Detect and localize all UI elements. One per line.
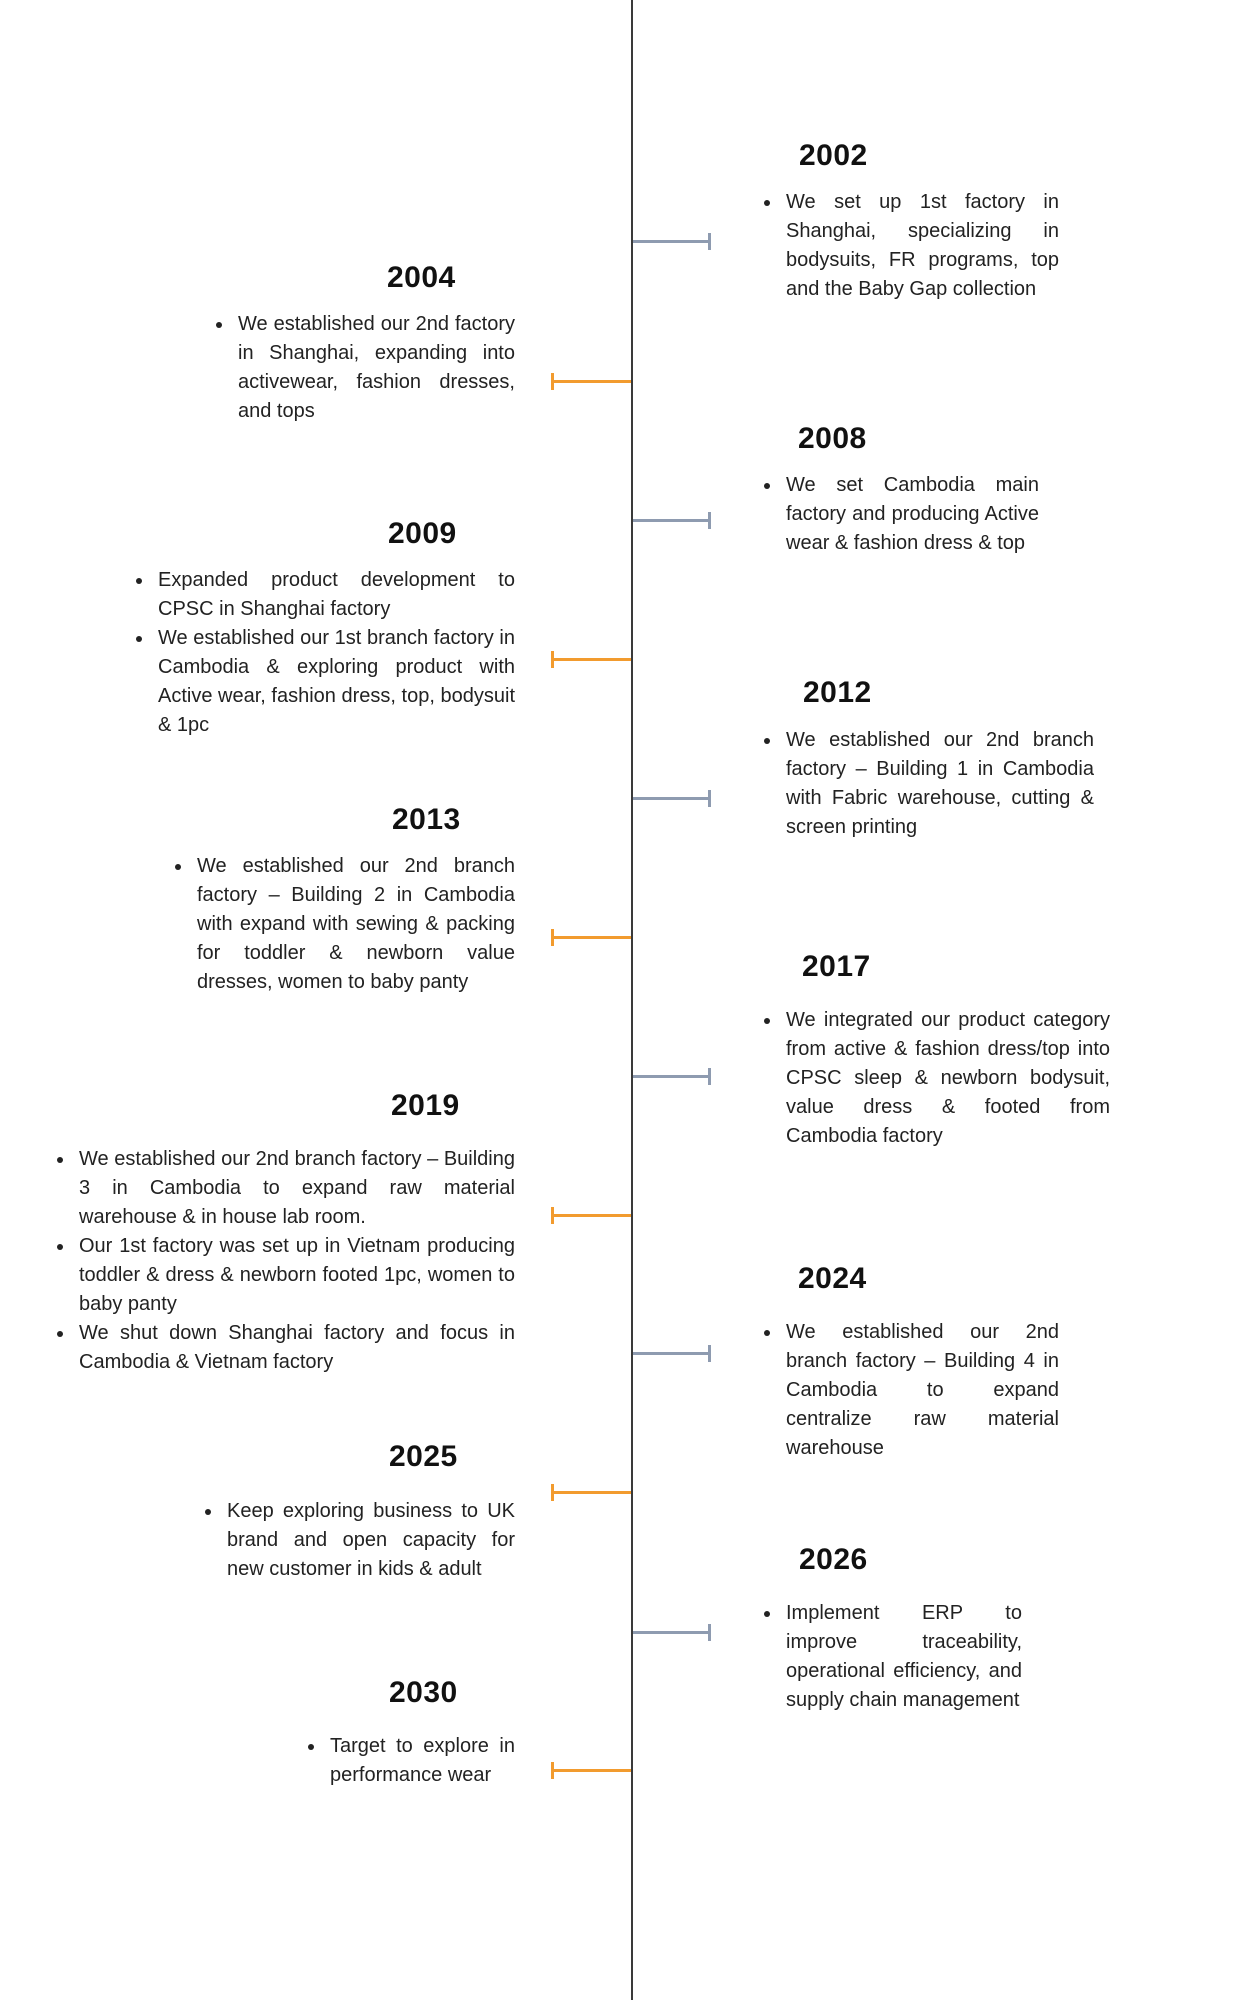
year-label: 2004 (387, 261, 456, 294)
year-label: 2024 (798, 1262, 867, 1295)
milestone-point: We established our 1st branch factory in Cambodia & exploring product with Active wear, fashion dress, top, bodysuit & 1pc (158, 624, 515, 740)
milestone-point: Target to explore in performance wear (330, 1732, 515, 1790)
connector-2004 (551, 380, 631, 383)
milestone-list (238, 310, 515, 426)
connector-2013 (551, 936, 631, 939)
milestone-list (197, 852, 515, 997)
year-label: 2017 (802, 950, 871, 983)
connector-2030 (551, 1769, 631, 1772)
year-label: 2025 (389, 1440, 458, 1473)
milestone-point: We established our 2nd factory in Shanghai, expanding into activewear, fashion dresses, and tops (238, 310, 515, 426)
milestone-point: Our 1st factory was set up in Vietnam producing toddler & dress & newborn footed 1pc, women to baby panty (79, 1232, 515, 1319)
year-label: 2008 (798, 422, 867, 455)
connector-2002 (633, 240, 711, 243)
milestone-point: We set Cambodia main factory and producing Active wear & fashion dress & top (786, 471, 1039, 558)
timeline-axis (631, 0, 633, 2000)
year-label: 2002 (799, 139, 868, 172)
milestone-list (79, 1145, 515, 1377)
milestone-list (786, 471, 1039, 558)
milestone-list (227, 1497, 515, 1584)
milestone-list (786, 1006, 1110, 1151)
year-label: 2013 (392, 803, 461, 836)
year-label: 2026 (799, 1543, 868, 1576)
milestone-point: We established our 2nd branch factory – Building 4 in Cambodia to expand centralize raw material warehouse (786, 1318, 1059, 1463)
milestone-point: We integrated our product category from active & fashion dress/top into CPSC sleep & newborn bodysuit, value dress & footed from Cambodia factory (786, 1006, 1110, 1151)
connector-2017 (633, 1075, 711, 1078)
milestone-point: We established our 2nd branch factory – Building 3 in Cambodia to expand raw material warehouse & in house lab room. (79, 1145, 515, 1232)
connector-2009 (551, 658, 631, 661)
connector-2025 (551, 1491, 631, 1494)
milestone-list (786, 188, 1059, 304)
milestone-list (330, 1732, 515, 1790)
milestone-list (786, 1599, 1022, 1715)
milestone-point: Keep exploring business to UK brand and open capacity for new customer in kids & adult (227, 1497, 515, 1584)
connector-2024 (633, 1352, 711, 1355)
milestone-list (786, 726, 1094, 842)
connector-2019 (551, 1214, 631, 1217)
milestone-point: We shut down Shanghai factory and focus in Cambodia & Vietnam factory (79, 1319, 515, 1377)
milestone-point: Implement ERP to improve traceability, operational efficiency, and supply chain management (786, 1599, 1022, 1715)
year-label: 2009 (388, 517, 457, 550)
year-label: 2030 (389, 1676, 458, 1709)
milestone-point: Expanded product development to CPSC in Shanghai factory (158, 566, 515, 624)
year-label: 2019 (391, 1089, 460, 1122)
year-label: 2012 (803, 676, 872, 709)
milestone-list (786, 1318, 1059, 1463)
milestone-point: We established our 2nd branch factory – Building 2 in Cambodia with expand with sewing & packing for toddler & newborn value dresses, women to baby panty (197, 852, 515, 997)
milestone-point: We established our 2nd branch factory – Building 1 in Cambodia with Fabric warehouse, cutting & screen printing (786, 726, 1094, 842)
milestone-list (158, 566, 515, 740)
connector-2012 (633, 797, 711, 800)
milestone-point: We set up 1st factory in Shanghai, specializing in bodysuits, FR programs, top and the Baby Gap collection (786, 188, 1059, 304)
connector-2008 (633, 519, 711, 522)
connector-2026 (633, 1631, 711, 1634)
